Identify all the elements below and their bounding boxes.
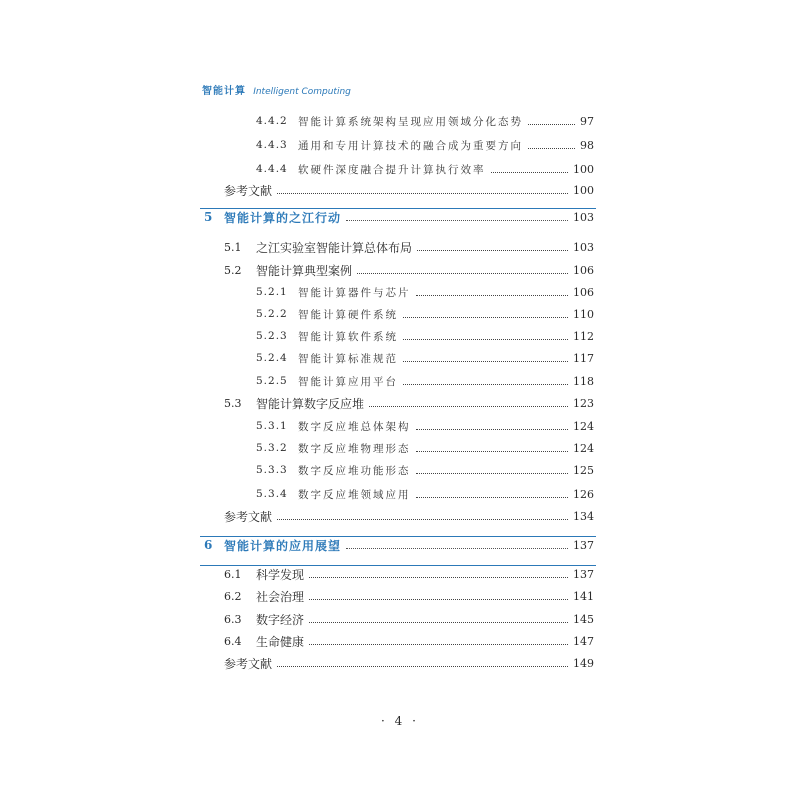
dot-leader: [309, 576, 568, 578]
toc-entry-subsection[interactable]: [256, 461, 594, 479]
toc-entry-page: 137: [573, 567, 594, 581]
page-number: · 4 ·: [381, 714, 419, 728]
toc-entry-subsection[interactable]: [256, 439, 594, 457]
toc-entry-page: 103: [573, 240, 594, 254]
toc-entry-number: 4.4.2: [256, 115, 288, 127]
toc-entry-title: 科学发现: [256, 567, 305, 582]
dot-leader: [357, 272, 568, 274]
toc-entry-number: 5.2.2: [256, 308, 288, 320]
dot-leader: [416, 294, 569, 296]
dot-leader: [346, 219, 568, 221]
header-title-en: Intelligent Computing: [253, 87, 351, 97]
dot-leader: [403, 316, 568, 318]
toc-entry-number: 5.3.1: [256, 420, 288, 432]
toc-entry-page: 125: [573, 463, 594, 477]
toc-entry-title: 参考文献: [224, 656, 273, 671]
dot-leader: [528, 147, 575, 149]
toc-entry-references[interactable]: [224, 181, 594, 199]
dot-leader: [417, 249, 568, 251]
dot-leader: [403, 360, 568, 362]
toc-entry-number: 6.2: [224, 589, 242, 603]
toc-entry-page: 124: [573, 441, 594, 455]
toc-entry-page: 117: [573, 351, 594, 365]
dot-leader: [309, 621, 568, 623]
toc-entry-title: 智能计算应用平台: [298, 375, 398, 388]
toc-entry-title: 智能计算硬件系统: [298, 308, 398, 321]
dot-leader: [491, 171, 569, 173]
toc-entry-title: 智能计算数字反应堆: [256, 396, 365, 411]
dot-leader: [346, 547, 568, 549]
dot-leader: [403, 383, 568, 385]
dot-leader: [403, 338, 568, 340]
dot-leader: [528, 123, 575, 125]
toc-entry-references[interactable]: [224, 507, 594, 525]
toc-entry-chapter[interactable]: [204, 536, 594, 554]
toc-entry-page: 145: [573, 612, 594, 626]
toc-entry-title: 数字反应堆物理形态: [298, 442, 411, 455]
toc-entry-number: 5.2.3: [256, 330, 288, 342]
toc-entry-page: 118: [573, 374, 594, 388]
toc-entry-section[interactable]: [224, 610, 594, 628]
toc-entry-title: 智能计算软件系统: [298, 330, 398, 343]
toc-entry-section[interactable]: [224, 587, 594, 605]
toc-entry-subsection[interactable]: [256, 485, 594, 503]
toc-entry-section[interactable]: [224, 632, 594, 650]
toc-entry-title: 数字反应堆总体架构: [298, 420, 411, 433]
dot-leader: [369, 405, 568, 407]
toc-entry-subsection[interactable]: [256, 305, 594, 323]
dot-leader: [416, 450, 569, 452]
dot-leader: [416, 428, 569, 430]
toc-entry-section[interactable]: [224, 238, 594, 256]
toc-entry-number: 5.1: [224, 240, 242, 254]
toc-entry-page: 123: [573, 396, 594, 410]
toc-entry-title: 参考文献: [224, 183, 273, 198]
dot-leader: [309, 598, 568, 600]
header-title-zh: 智能计算: [202, 86, 246, 97]
toc-entry-page: 124: [573, 419, 594, 433]
toc-entry-page: 147: [573, 634, 594, 648]
toc-entry-number: 5.2.5: [256, 375, 288, 387]
toc-entry-number: 5.3.2: [256, 442, 288, 454]
toc-entry-page: 149: [573, 656, 594, 670]
dot-leader: [416, 496, 569, 498]
toc-entry-page: 100: [573, 183, 594, 197]
toc-entry-title: 智能计算的之江行动: [224, 210, 342, 225]
toc-entry-number: 4.4.3: [256, 139, 288, 151]
toc-entry-subsection[interactable]: [256, 112, 594, 130]
toc-entry-subsection[interactable]: [256, 372, 594, 390]
toc-entry-page: 112: [573, 329, 594, 343]
toc-entry-number: 6.3: [224, 612, 242, 626]
toc-entry-section[interactable]: [224, 565, 594, 583]
toc-entry-page: 100: [573, 162, 594, 176]
toc-entry-title: 社会治理: [256, 589, 305, 604]
toc-entry-page: 106: [573, 285, 594, 299]
toc-entry-references[interactable]: [224, 654, 594, 672]
toc-entry-page: 126: [573, 487, 594, 501]
toc-entry-page: 106: [573, 263, 594, 277]
toc-entry-title: 生命健康: [256, 634, 305, 649]
toc-entry-page: 110: [573, 307, 594, 321]
toc-entry-title: 智能计算的应用展望: [224, 538, 342, 553]
dot-leader: [277, 665, 568, 667]
toc-entry-number: 5.3.4: [256, 488, 288, 500]
toc-entry-number: 4.4.4: [256, 163, 288, 175]
toc-entry-number: 5.2: [224, 263, 242, 277]
toc-entry-title: 智能计算典型案例: [256, 263, 353, 278]
toc-entry-page: 97: [580, 114, 594, 128]
toc-entry-title: 智能计算系统架构呈现应用领域分化态势: [298, 115, 523, 128]
dot-leader: [277, 518, 568, 520]
toc-entry-number: 5.3: [224, 396, 242, 410]
toc-entry-number: 6.1: [224, 567, 242, 581]
toc-entry-page: 98: [580, 138, 594, 152]
toc-entry-title: 之江实验室智能计算总体布局: [256, 240, 413, 255]
toc-entry-section[interactable]: [224, 394, 594, 412]
dot-leader: [277, 192, 568, 194]
dot-leader: [416, 472, 569, 474]
toc-entry-subsection[interactable]: [256, 160, 594, 178]
toc-entry-title: 智能计算器件与芯片: [298, 286, 411, 299]
toc-entry-subsection[interactable]: [256, 417, 594, 435]
toc-entry-page: 134: [573, 509, 594, 523]
toc-entry-number: 5.2.1: [256, 286, 288, 298]
toc-entry-title: 数字反应堆领域应用: [298, 488, 411, 501]
toc-entry-title: 软硬件深度融合提升计算执行效率: [298, 163, 486, 176]
toc-entry-number: 5.3.3: [256, 464, 288, 476]
toc-entry-subsection[interactable]: [256, 349, 594, 367]
toc-entry-title: 参考文献: [224, 509, 273, 524]
toc-entry-page: 137: [573, 538, 594, 552]
dot-leader: [309, 643, 568, 645]
toc-entry-subsection[interactable]: [256, 283, 594, 301]
toc-entry-title: 智能计算标准规范: [298, 352, 398, 365]
toc-entry-subsection[interactable]: [256, 327, 594, 345]
toc-entry-number: 5: [204, 210, 213, 224]
toc-entry-number: 6.4: [224, 634, 242, 648]
toc-entry-number: 5.2.4: [256, 352, 288, 364]
toc-entry-title: 数字经济: [256, 612, 305, 627]
toc-entry-title: 数字反应堆功能形态: [298, 464, 411, 477]
toc-entry-subsection[interactable]: [256, 136, 594, 154]
toc-entry-section[interactable]: [224, 261, 594, 279]
toc-entry-page: 141: [573, 589, 594, 603]
toc-entry-chapter[interactable]: [204, 208, 594, 226]
toc-entry-number: 6: [204, 538, 213, 552]
toc-entry-title: 通用和专用计算技术的融合成为重要方向: [298, 139, 523, 152]
toc-entry-page: 103: [573, 210, 594, 224]
